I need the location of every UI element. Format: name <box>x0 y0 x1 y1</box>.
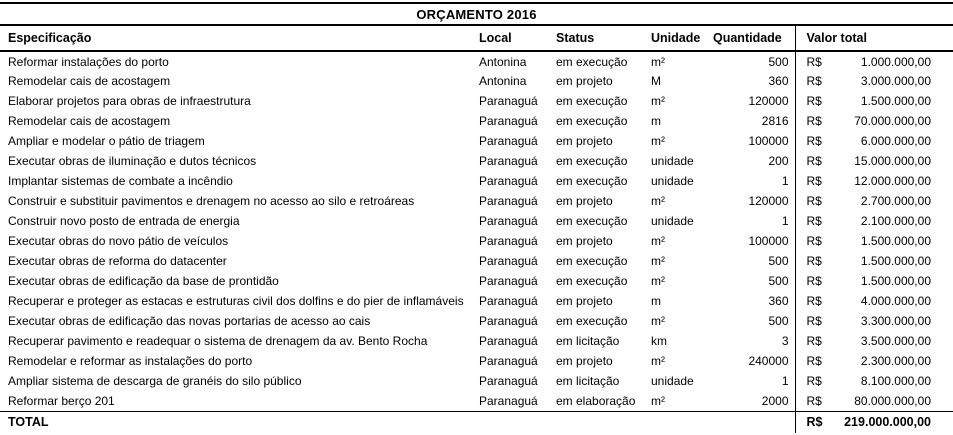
cell-valor-total <box>795 191 953 211</box>
cell-status: em projeto <box>556 294 613 308</box>
total-currency-symbol: R$ <box>806 415 823 430</box>
cell-valor-total <box>795 51 953 71</box>
cell-especificacao: Ampliar sistema de descarga de granéis do silo público <box>8 374 302 388</box>
currency-symbol: R$ <box>806 294 822 308</box>
cell-unidade: m² <box>651 254 665 268</box>
cell-especificacao: Ampliar e modelar o pátio de triagem <box>8 134 205 148</box>
table-row <box>0 131 953 151</box>
valor-amount: 6.000.000,00 <box>860 134 931 148</box>
cell-especificacao: Construir e substituir pavimentos e drenagem no acesso ao silo e retroáreas <box>8 194 415 208</box>
cell-quantidade: 1 <box>781 214 789 228</box>
cell-unidade: m <box>651 114 661 128</box>
cell-valor-total <box>795 151 953 171</box>
valor-amount: 3.000.000,00 <box>860 74 931 88</box>
table-row <box>0 171 953 191</box>
cell-status: em execução <box>556 174 628 188</box>
cell-especificacao: Executar obras de edificação das novas portarias de acesso ao cais <box>8 314 371 328</box>
cell-local: Paranaguá <box>479 154 538 168</box>
valor-amount: 1.500.000,00 <box>860 274 931 288</box>
cell-local: Paranaguá <box>479 254 538 268</box>
cell-especificacao: Recuperar e proteger as estacas e estruturas civil dos dolfins e do pier de inflamáveis <box>8 294 464 308</box>
budget-table <box>0 26 953 433</box>
cell-unidade: M <box>651 74 661 88</box>
table-row <box>0 111 953 131</box>
currency-symbol: R$ <box>806 334 822 348</box>
cell-quantidade: 100000 <box>748 134 789 148</box>
cell-status: em execução <box>556 94 628 108</box>
cell-unidade: m² <box>651 54 665 69</box>
cell-especificacao: Recuperar pavimento e readequar o sistema de drenagem da av. Bento Rocha <box>8 334 428 348</box>
cell-status: em elaboração <box>556 393 636 408</box>
table-row <box>0 271 953 291</box>
cell-status: em execução <box>556 114 628 128</box>
cell-especificacao: Elaborar projetos para obras de infraestrutura <box>8 94 251 108</box>
total-value: 219.000.000,00 <box>844 415 931 430</box>
valor-amount: 3.300.000,00 <box>860 314 931 328</box>
cell-valor-total <box>795 331 953 351</box>
total-value-cell <box>795 411 953 433</box>
col-header-local: Local <box>470 26 550 51</box>
valor-amount: 1.500.000,00 <box>860 94 931 108</box>
cell-especificacao: Implantar sistemas de combate a incêndio <box>8 174 233 188</box>
header-row <box>0 26 953 51</box>
table-header <box>0 26 953 51</box>
currency-symbol: R$ <box>806 254 822 268</box>
cell-local: Paranaguá <box>479 134 538 148</box>
cell-especificacao: Executar obras do novo pátio de veículos <box>8 234 229 248</box>
cell-local: Paranaguá <box>479 354 538 368</box>
cell-status: em execução <box>556 214 628 228</box>
cell-unidade: m² <box>651 194 665 208</box>
cell-especificacao: Executar obras de iluminação e dutos técnicos <box>8 154 257 168</box>
cell-quantidade: 1 <box>781 174 789 188</box>
table-row <box>0 211 953 231</box>
cell-unidade: m² <box>651 94 665 108</box>
cell-especificacao: Reformar instalações do porto <box>8 54 169 69</box>
table-row <box>0 151 953 171</box>
currency-symbol: R$ <box>806 314 822 328</box>
col-header-status: Status <box>550 26 645 51</box>
currency-symbol: R$ <box>806 94 822 108</box>
cell-local: Paranaguá <box>479 374 538 388</box>
cell-quantidade: 500 <box>768 274 789 288</box>
cell-especificacao: Remodelar cais de acostagem <box>8 74 171 88</box>
cell-status: em projeto <box>556 354 613 368</box>
cell-valor-total <box>795 371 953 391</box>
valor-amount: 70.000.000,00 <box>854 114 931 128</box>
cell-local: Paranaguá <box>479 114 538 128</box>
currency-symbol: R$ <box>806 134 822 148</box>
cell-local: Antonina <box>479 74 527 88</box>
cell-valor-total <box>795 171 953 191</box>
currency-symbol: R$ <box>806 274 822 288</box>
currency-symbol: R$ <box>806 174 822 188</box>
cell-quantidade: 2000 <box>761 393 789 408</box>
cell-unidade: unidade <box>651 174 694 188</box>
cell-quantidade: 360 <box>768 74 789 88</box>
valor-amount: 12.000.000,00 <box>854 174 931 188</box>
valor-amount: 8.100.000,00 <box>860 374 931 388</box>
cell-status: em licitação <box>556 374 620 388</box>
currency-symbol: R$ <box>806 154 822 168</box>
table-row <box>0 251 953 271</box>
cell-status: em execução <box>556 54 628 69</box>
cell-quantidade: 1 <box>781 374 789 388</box>
table-row <box>0 71 953 91</box>
cell-status: em execução <box>556 314 628 328</box>
currency-symbol: R$ <box>806 194 822 208</box>
col-header-unidade: Unidade <box>645 26 707 51</box>
cell-quantidade: 240000 <box>748 354 789 368</box>
cell-unidade: m² <box>651 393 665 408</box>
valor-amount: 4.000.000,00 <box>860 294 931 308</box>
cell-local: Paranaguá <box>479 274 538 288</box>
cell-unidade: unidade <box>651 154 694 168</box>
cell-status: em projeto <box>556 234 613 248</box>
cell-quantidade: 100000 <box>748 234 789 248</box>
cell-status: em execução <box>556 154 628 168</box>
cell-valor-total <box>795 351 953 371</box>
currency-symbol: R$ <box>806 374 822 388</box>
cell-local: Antonina <box>479 54 527 69</box>
valor-amount: 1.500.000,00 <box>860 234 931 248</box>
cell-local: Paranaguá <box>479 334 538 348</box>
currency-symbol: R$ <box>806 54 822 69</box>
valor-amount: 80.000.000,00 <box>854 393 931 408</box>
cell-local: Paranaguá <box>479 194 538 208</box>
cell-valor-total <box>795 391 953 411</box>
cell-unidade: m² <box>651 274 665 288</box>
cell-status: em execução <box>556 274 628 288</box>
cell-valor-total <box>795 71 953 91</box>
table-row <box>0 91 953 111</box>
cell-quantidade: 120000 <box>748 194 789 208</box>
cell-local: Paranaguá <box>479 393 538 408</box>
table-row <box>0 51 953 71</box>
currency-symbol: R$ <box>806 234 822 248</box>
table-row <box>0 191 953 211</box>
cell-quantidade: 2816 <box>761 114 789 128</box>
cell-unidade: km <box>651 334 667 348</box>
table-row <box>0 291 953 311</box>
cell-valor-total <box>795 311 953 331</box>
cell-valor-total <box>795 91 953 111</box>
table-row <box>0 231 953 251</box>
currency-symbol: R$ <box>806 393 822 408</box>
table-body <box>0 51 953 411</box>
cell-valor-total <box>795 211 953 231</box>
table-footer <box>0 411 953 433</box>
cell-especificacao: Remodelar cais de acostagem <box>8 114 171 128</box>
cell-unidade: m <box>651 294 661 308</box>
table-row <box>0 371 953 391</box>
cell-valor-total <box>795 251 953 271</box>
cell-status: em projeto <box>556 74 613 88</box>
valor-amount: 15.000.000,00 <box>854 154 931 168</box>
cell-local: Paranaguá <box>479 314 538 328</box>
currency-symbol: R$ <box>806 214 822 228</box>
cell-status: em execução <box>556 254 628 268</box>
cell-quantidade: 360 <box>768 294 789 308</box>
valor-amount: 1.500.000,00 <box>860 254 931 268</box>
cell-status: em projeto <box>556 194 613 208</box>
cell-especificacao: Executar obras de edificação da base de prontidão <box>8 274 279 288</box>
cell-valor-total <box>795 131 953 151</box>
col-header-valor-total: Valor total <box>795 26 953 51</box>
cell-quantidade: 500 <box>768 314 789 328</box>
cell-unidade: m² <box>651 234 665 248</box>
valor-amount: 3.500.000,00 <box>860 334 931 348</box>
table-row <box>0 351 953 371</box>
cell-unidade: m² <box>651 134 665 148</box>
cell-local: Paranaguá <box>479 214 538 228</box>
valor-amount: 2.300.000,00 <box>860 354 931 368</box>
currency-symbol: R$ <box>806 354 822 368</box>
table-row <box>0 391 953 411</box>
table-row <box>0 311 953 331</box>
cell-status: em licitação <box>556 334 620 348</box>
cell-status: em projeto <box>556 134 613 148</box>
cell-valor-total <box>795 291 953 311</box>
cell-especificacao: Reformar berço 201 <box>8 393 115 408</box>
cell-quantidade: 500 <box>768 54 789 69</box>
table-row <box>0 331 953 351</box>
cell-unidade: unidade <box>651 214 694 228</box>
cell-quantidade: 3 <box>781 334 789 348</box>
col-header-quantidade: Quantidade <box>707 26 795 51</box>
cell-valor-total <box>795 231 953 251</box>
valor-amount: 1.000.000,00 <box>860 54 931 69</box>
cell-local: Paranaguá <box>479 174 538 188</box>
cell-valor-total <box>795 111 953 131</box>
total-row <box>0 411 953 433</box>
currency-symbol: R$ <box>806 114 822 128</box>
cell-local: Paranaguá <box>479 94 538 108</box>
cell-quantidade: 120000 <box>748 94 789 108</box>
cell-valor-total <box>795 271 953 291</box>
cell-local: Paranaguá <box>479 294 538 308</box>
cell-unidade: unidade <box>651 374 694 388</box>
cell-unidade: m² <box>651 354 665 368</box>
cell-especificacao: Executar obras de reforma do datacenter <box>8 254 227 268</box>
cell-unidade: m² <box>651 314 665 328</box>
cell-quantidade: 200 <box>768 154 789 168</box>
currency-symbol: R$ <box>806 74 822 88</box>
cell-local: Paranaguá <box>479 234 538 248</box>
table-title: ORÇAMENTO 2016 <box>0 2 953 26</box>
valor-amount: 2.100.000,00 <box>860 214 931 228</box>
cell-especificacao: Construir novo posto de entrada de energia <box>8 214 240 228</box>
cell-quantidade: 500 <box>768 254 789 268</box>
total-label: TOTAL <box>0 411 795 433</box>
cell-especificacao: Remodelar e reformar as instalações do porto <box>8 354 253 368</box>
col-header-especificacao: Especificação <box>0 26 470 51</box>
valor-amount: 2.700.000,00 <box>860 194 931 208</box>
